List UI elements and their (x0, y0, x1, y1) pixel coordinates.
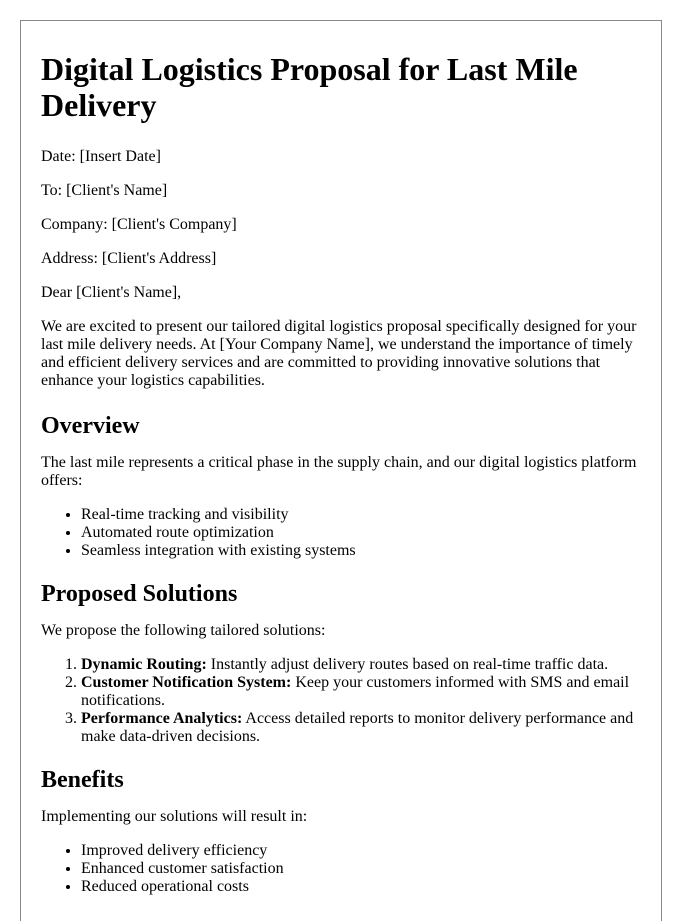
solution-title: Dynamic Routing: (81, 656, 207, 673)
solution-title: Performance Analytics: (81, 710, 243, 727)
list-item: • Automated route optimization (81, 524, 641, 542)
list-item (81, 710, 641, 746)
solution-description: Keep your customers informed with SMS and email notifications. (81, 674, 630, 709)
solutions-text: We propose the following tailored solutions: (41, 622, 326, 639)
intro-paragraph: We are excited to present our tailored digital logistics proposal specifically designed for your last mile delivery needs. At [Your Company Name], we understand the importance of timely and efficient delivery services and are committed to providing innovative solutions that enhance your logistics capabilities. (41, 318, 637, 389)
overview-text: The last mile represents a critical phase in the supply chain, and our digital logistics platform offers: (41, 454, 637, 489)
solution-description: Access detailed reports to monitor delivery performance and make data-driven decisions. (81, 710, 634, 745)
benefits-text: Implementing our solutions will result in: (41, 808, 308, 825)
overview-heading: Overview (41, 413, 140, 439)
solutions-list (41, 656, 641, 746)
document-title: Digital Logistics Proposal for Last Mile Delivery (41, 51, 578, 123)
document-page (20, 20, 662, 921)
list-item (81, 674, 641, 710)
list-item: • Reduced operational costs (81, 878, 641, 896)
list-item: • Seamless integration with existing systems (81, 542, 641, 560)
benefits-heading: Benefits (41, 767, 124, 793)
list-item (81, 656, 641, 674)
list-item: • Enhanced customer satisfaction (81, 860, 641, 878)
list-item: • Real-time tracking and visibility (81, 506, 641, 524)
recipient-line: To: [Client's Name] (41, 182, 168, 199)
solutions-heading: Proposed Solutions (41, 581, 238, 607)
salutation: Dear [Client's Name], (41, 284, 182, 301)
benefits-list (41, 842, 641, 896)
solution-title: Customer Notification System: (81, 674, 292, 691)
list-item: • Improved delivery efficiency (81, 842, 641, 860)
date-line: Date: [Insert Date] (41, 148, 161, 165)
solution-description: Instantly adjust delivery routes based on real-time traffic data. (206, 656, 609, 673)
overview-list (41, 506, 641, 560)
address-line: Address: [Client's Address] (41, 250, 217, 267)
company-line: Company: [Client's Company] (41, 216, 237, 233)
